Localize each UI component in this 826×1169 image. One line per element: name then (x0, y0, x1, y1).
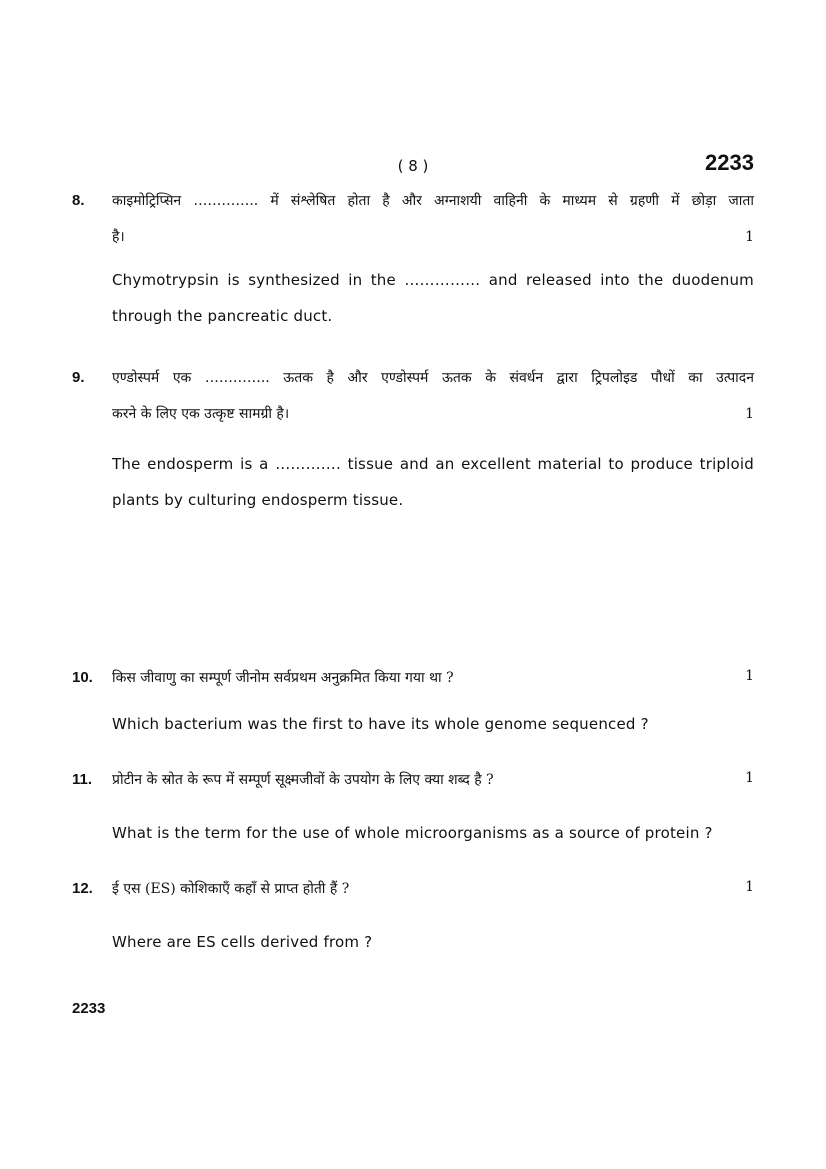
english-line: Where are ES cells derived from ? (112, 933, 373, 951)
hindi-line: काइमोट्रिप्सिन ………….. में संश्लेषित होता है और अग्नाशयी वाहिनी के माध्यम से ग्रहणी में छोड़ा जाता (112, 193, 754, 209)
question-number: 9. (72, 369, 85, 386)
question-english-text (112, 924, 754, 960)
hindi-line: किस जीवाणु का सम्पूर्ण जीनोम सर्वप्रथम अनुक्रमित किया गया था ? (112, 670, 454, 686)
question-english-text (112, 446, 754, 518)
question-number: 8. (72, 192, 85, 209)
english-line: through the pancreatic duct. (112, 307, 333, 325)
hindi-line: एण्डोस्पर्म एक ………….. ऊतक है और एण्डोस्पर्म ऊतक के संवर्धन द्वारा ट्रिपलोइड पौधों का उत्पादन (112, 370, 754, 386)
english-line: The endosperm is a …………. tissue and an excellent material to produce triploid (112, 455, 754, 473)
marks: 1 (745, 406, 754, 422)
hindi-line: ई एस (ES) कोशिकाएँ कहाँ से प्राप्त होती हैं ? (112, 881, 350, 897)
question-english-text (112, 262, 754, 334)
hindi-line-with-marks (112, 219, 754, 255)
marks: 1 (745, 229, 754, 245)
question-english-text (112, 706, 754, 742)
question-number: 11. (72, 771, 93, 788)
hindi-line: करने के लिए एक उत्कृष्ट सामग्री है। (112, 406, 290, 422)
paper-code-header: 2233 (705, 150, 754, 175)
question-hindi-text (112, 360, 754, 432)
question-number: 12. (72, 880, 93, 897)
marks: 1 (745, 879, 754, 895)
english-line: Which bacterium was the first to have its whole genome sequenced ? (112, 715, 649, 733)
paper-code-footer: 2233 (72, 1000, 106, 1017)
question-hindi-row (112, 668, 754, 687)
hindi-line: है। (112, 229, 125, 245)
english-line: plants by culturing endosperm tissue. (112, 491, 404, 509)
marks: 1 (745, 770, 754, 786)
english-line: What is the term for the use of whole microorganisms as a source of protein ? (112, 824, 713, 842)
question-number: 10. (72, 669, 93, 686)
question-english-text (112, 815, 754, 851)
hindi-line: प्रोटीन के स्रोत के रूप में सम्पूर्ण सूक्ष्मजीवों के उपयोग के लिए क्या शब्द है ? (112, 772, 494, 788)
question-hindi-row (112, 770, 754, 789)
question-hindi-text (112, 183, 754, 255)
marks: 1 (745, 668, 754, 684)
question-hindi-row (112, 879, 754, 898)
english-line: Chymotrypsin is synthesized in the …………… and released into the duodenum (112, 271, 754, 289)
page-number: ( 8 ) (397, 157, 429, 175)
hindi-line-with-marks (112, 396, 754, 432)
